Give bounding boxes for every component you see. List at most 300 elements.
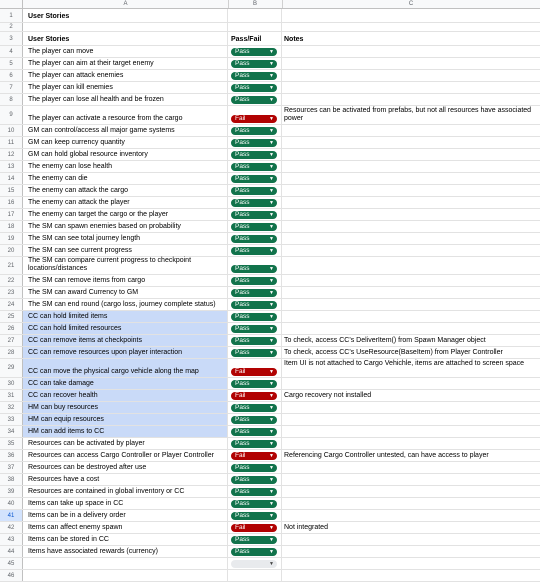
status-dropdown-chip[interactable] — [231, 464, 277, 472]
table-row — [0, 486, 540, 498]
user-story-cell[interactable] — [23, 221, 228, 232]
status-dropdown-chip[interactable] — [231, 440, 277, 448]
sheet-title-cell[interactable] — [23, 9, 228, 22]
notes-cell[interactable] — [282, 486, 540, 497]
notes-cell[interactable] — [282, 94, 540, 105]
table-row — [0, 402, 540, 414]
row-number[interactable]: 4 — [0, 46, 23, 57]
status-dropdown-chip[interactable] — [231, 404, 277, 412]
chevron-down-icon: ▼ — [269, 61, 274, 67]
pass-fail-cell[interactable] — [228, 221, 282, 232]
table-row — [0, 106, 540, 125]
row-number[interactable]: 18 — [0, 221, 23, 232]
row-number[interactable]: 8 — [0, 94, 23, 105]
row-number[interactable]: 32 — [0, 402, 23, 413]
row-number[interactable]: 28 — [0, 347, 23, 358]
user-story-cell[interactable] — [23, 106, 228, 124]
pass-fail-cell[interactable] — [228, 378, 282, 389]
chevron-down-icon: ▼ — [269, 525, 274, 531]
pass-fail-cell[interactable] — [228, 197, 282, 208]
notes-cell[interactable] — [282, 558, 540, 569]
pass-fail-cell[interactable] — [228, 311, 282, 322]
row-number[interactable]: 33 — [0, 414, 23, 425]
table-row — [0, 450, 540, 462]
status-dropdown-chip[interactable] — [231, 428, 277, 436]
chevron-down-icon: ▼ — [269, 465, 274, 471]
pass-fail-cell[interactable] — [228, 58, 282, 69]
user-story-cell[interactable] — [23, 426, 228, 437]
notes-cell[interactable] — [282, 438, 540, 449]
chevron-down-icon: ▼ — [269, 248, 274, 254]
status-label: Fail — [235, 368, 246, 375]
row-number[interactable]: 10 — [0, 125, 23, 136]
user-story-cell[interactable] — [23, 185, 228, 196]
row-number[interactable]: 23 — [0, 287, 23, 298]
row-number[interactable]: 34 — [0, 426, 23, 437]
pass-fail-cell[interactable] — [228, 149, 282, 160]
user-story-text: Resources can be destroyed after use — [28, 464, 147, 471]
pass-fail-cell[interactable] — [228, 359, 282, 377]
row-number[interactable]: 26 — [0, 323, 23, 334]
column-b-header[interactable]: B — [228, 0, 283, 8]
user-story-cell[interactable] — [23, 94, 228, 105]
user-story-text: The player can kill enemies — [28, 84, 113, 91]
user-story-text: The enemy can attack the cargo — [28, 187, 128, 194]
status-dropdown-chip[interactable] — [231, 96, 277, 104]
user-story-text: The player can attack enemies — [28, 72, 124, 79]
pass-fail-cell[interactable] — [228, 245, 282, 256]
notes-cell[interactable] — [282, 245, 540, 256]
notes-cell[interactable] — [282, 335, 540, 346]
user-story-cell[interactable] — [23, 58, 228, 69]
status-label: Pass — [235, 211, 250, 218]
notes-cell[interactable] — [282, 522, 540, 533]
user-story-cell[interactable] — [23, 378, 228, 389]
row-number[interactable]: 38 — [0, 474, 23, 485]
user-story-cell[interactable] — [23, 522, 228, 533]
notes-cell[interactable] — [282, 149, 540, 160]
pass-fail-cell[interactable] — [228, 287, 282, 298]
user-story-text: GM can hold global resource inventory — [28, 151, 148, 158]
status-dropdown-chip[interactable] — [231, 265, 277, 273]
user-story-cell[interactable] — [23, 438, 228, 449]
user-story-cell[interactable] — [23, 209, 228, 220]
notes-cell[interactable] — [282, 534, 540, 545]
status-dropdown-chip[interactable] — [231, 313, 277, 321]
pass-fail-cell[interactable] — [228, 450, 282, 461]
status-dropdown-chip[interactable] — [231, 211, 277, 219]
notes-cell[interactable] — [282, 125, 540, 136]
pass-fail-cell[interactable] — [228, 46, 282, 57]
user-story-text: Items can be stored in CC — [28, 536, 109, 543]
row-number[interactable]: 44 — [0, 546, 23, 557]
pass-fail-cell[interactable] — [228, 522, 282, 533]
status-dropdown-chip[interactable] — [231, 247, 277, 255]
status-dropdown-chip[interactable] — [231, 223, 277, 231]
user-story-cell[interactable] — [23, 137, 228, 148]
notes-cell[interactable] — [282, 209, 540, 220]
pass-fail-cell[interactable] — [228, 534, 282, 545]
pass-fail-cell[interactable] — [228, 474, 282, 485]
user-story-cell[interactable] — [23, 486, 228, 497]
user-story-text: CC can take damage — [28, 380, 94, 387]
column-a-header[interactable]: A — [23, 0, 229, 8]
row-number[interactable]: 43 — [0, 534, 23, 545]
notes-text: To check, access CC's UseResource(BaseItem) from Player Controller — [284, 349, 503, 356]
user-story-cell[interactable] — [23, 510, 228, 521]
notes-cell[interactable] — [282, 390, 540, 401]
cell-a[interactable] — [23, 23, 228, 31]
pass-fail-cell[interactable] — [228, 137, 282, 148]
pass-fail-cell[interactable] — [228, 558, 282, 569]
user-story-cell[interactable] — [23, 299, 228, 310]
table-row — [0, 426, 540, 438]
table-row — [0, 161, 540, 173]
status-label: Pass — [235, 265, 250, 272]
row-number[interactable]: 42 — [0, 522, 23, 533]
notes-cell[interactable] — [282, 70, 540, 81]
status-dropdown-chip[interactable] — [231, 392, 277, 400]
chevron-down-icon: ▼ — [269, 188, 274, 194]
status-dropdown-chip[interactable] — [231, 235, 277, 243]
notes-cell[interactable] — [282, 323, 540, 334]
pass-fail-cell[interactable] — [228, 426, 282, 437]
status-label: Pass — [235, 84, 250, 91]
status-label: Pass — [235, 536, 250, 543]
row-number[interactable]: 13 — [0, 161, 23, 172]
header-cell-user-stories[interactable] — [23, 32, 228, 45]
status-dropdown-chip[interactable] — [231, 60, 277, 68]
chevron-down-icon: ▼ — [269, 537, 274, 543]
user-story-text: The player can activate a resource from the cargo — [28, 115, 183, 122]
status-dropdown-chip[interactable] — [231, 151, 277, 159]
row-number[interactable]: 24 — [0, 299, 23, 310]
row-number[interactable]: 45 — [0, 558, 23, 569]
status-label: Fail — [235, 524, 246, 531]
status-dropdown-chip[interactable] — [231, 127, 277, 135]
user-story-cell[interactable] — [23, 197, 228, 208]
user-story-text: The SM can compare current progress to checkpoint locations/distances — [28, 257, 192, 272]
row-number[interactable]: 14 — [0, 173, 23, 184]
notes-cell[interactable] — [282, 257, 540, 274]
user-story-cell[interactable] — [23, 402, 228, 413]
row-number[interactable]: 5 — [0, 58, 23, 69]
status-dropdown-chip[interactable] — [231, 416, 277, 424]
chevron-down-icon: ▼ — [269, 164, 274, 170]
notes-cell[interactable] — [282, 402, 540, 413]
status-dropdown-chip[interactable] — [231, 380, 277, 388]
table-row — [0, 137, 540, 149]
status-label: Pass — [235, 349, 250, 356]
pass-fail-cell[interactable] — [228, 414, 282, 425]
notes-cell[interactable] — [282, 462, 540, 473]
row-number[interactable]: 22 — [0, 275, 23, 286]
user-story-cell[interactable] — [23, 70, 228, 81]
user-story-cell[interactable] — [23, 125, 228, 136]
pass-fail-cell[interactable] — [228, 275, 282, 286]
row-number[interactable]: 20 — [0, 245, 23, 256]
status-label: Pass — [235, 500, 250, 507]
status-dropdown-chip[interactable] — [231, 368, 277, 376]
user-story-cell[interactable] — [23, 275, 228, 286]
chevron-down-icon: ▼ — [269, 266, 274, 272]
status-dropdown-chip[interactable] — [231, 301, 277, 309]
status-label: Pass — [235, 199, 250, 206]
user-story-cell[interactable] — [23, 257, 228, 274]
status-label: Pass — [235, 289, 250, 296]
cell-b[interactable] — [228, 23, 282, 31]
row-number[interactable]: 21 — [0, 257, 23, 274]
notes-cell[interactable] — [282, 546, 540, 557]
table-row — [0, 414, 540, 426]
row-number[interactable]: 15 — [0, 185, 23, 196]
notes-cell[interactable] — [282, 570, 540, 581]
notes-cell[interactable] — [282, 58, 540, 69]
pass-fail-cell[interactable] — [228, 209, 282, 220]
pass-fail-cell[interactable] — [228, 94, 282, 105]
table-row — [0, 94, 540, 106]
row-number[interactable]: 17 — [0, 209, 23, 220]
notes-cell[interactable] — [282, 299, 540, 310]
cell-c[interactable] — [282, 23, 540, 31]
status-label: Pass — [235, 277, 250, 284]
row-number[interactable]: 7 — [0, 82, 23, 93]
status-dropdown-chip[interactable] — [231, 48, 277, 56]
status-dropdown-chip[interactable] — [231, 289, 277, 297]
pass-fail-cell[interactable] — [228, 402, 282, 413]
user-story-cell[interactable] — [23, 233, 228, 244]
pass-fail-cell[interactable] — [228, 570, 282, 581]
status-dropdown-chip[interactable] — [231, 548, 277, 556]
user-story-text: HM can add items to CC — [28, 428, 105, 435]
status-dropdown-chip[interactable] — [231, 500, 277, 508]
pass-fail-cell[interactable] — [228, 185, 282, 196]
pass-fail-cell[interactable] — [228, 173, 282, 184]
row-number[interactable]: 16 — [0, 197, 23, 208]
column-header-bar — [0, 0, 540, 9]
pass-fail-cell[interactable] — [228, 299, 282, 310]
row-number[interactable]: 1 — [0, 9, 23, 22]
user-story-cell[interactable] — [23, 462, 228, 473]
user-story-cell[interactable] — [23, 558, 228, 569]
user-story-cell[interactable] — [23, 546, 228, 557]
notes-cell[interactable] — [282, 173, 540, 184]
status-dropdown-chip[interactable] — [231, 72, 277, 80]
user-story-text: The enemy can attack the player — [28, 199, 130, 206]
user-story-cell[interactable] — [23, 245, 228, 256]
select-all-corner[interactable] — [0, 0, 23, 8]
chevron-down-icon: ▼ — [269, 176, 274, 182]
notes-cell[interactable] — [282, 414, 540, 425]
status-label: Pass — [235, 301, 250, 308]
notes-cell[interactable] — [282, 233, 540, 244]
notes-cell[interactable] — [282, 82, 540, 93]
notes-cell[interactable] — [282, 311, 540, 322]
cell-b[interactable] — [228, 9, 282, 22]
notes-text: Resources can be activated from prefabs, but not all resources have associated power — [284, 107, 532, 122]
pass-fail-cell[interactable] — [228, 546, 282, 557]
pass-fail-cell[interactable] — [228, 486, 282, 497]
notes-cell[interactable] — [282, 510, 540, 521]
user-story-cell[interactable] — [23, 311, 228, 322]
pass-fail-cell[interactable] — [228, 82, 282, 93]
pass-fail-cell[interactable] — [228, 70, 282, 81]
user-story-cell[interactable] — [23, 335, 228, 346]
pass-fail-cell[interactable] — [228, 390, 282, 401]
status-dropdown-chip[interactable] — [231, 325, 277, 333]
table-row — [0, 257, 540, 275]
notes-cell[interactable] — [282, 197, 540, 208]
user-story-text: CC can hold limited resources — [28, 325, 122, 332]
pass-fail-cell[interactable] — [228, 438, 282, 449]
notes-cell[interactable] — [282, 378, 540, 389]
user-story-cell[interactable] — [23, 359, 228, 377]
notes-cell[interactable] — [282, 359, 540, 377]
pass-fail-cell[interactable] — [228, 125, 282, 136]
notes-cell[interactable] — [282, 185, 540, 196]
user-story-cell[interactable] — [23, 498, 228, 509]
notes-cell[interactable] — [282, 426, 540, 437]
status-dropdown-chip[interactable] — [231, 452, 277, 460]
row-number[interactable]: 31 — [0, 390, 23, 401]
pass-fail-cell[interactable] — [228, 106, 282, 124]
status-dropdown-chip[interactable] — [231, 187, 277, 195]
notes-cell[interactable] — [282, 275, 540, 286]
status-label: Pass — [235, 163, 250, 170]
chevron-down-icon: ▼ — [269, 302, 274, 308]
table-row — [0, 82, 540, 94]
status-dropdown-chip[interactable] — [231, 115, 277, 123]
row-number[interactable]: 41 — [0, 510, 23, 521]
row-number[interactable]: 37 — [0, 462, 23, 473]
pass-fail-cell[interactable] — [228, 510, 282, 521]
notes-cell[interactable] — [282, 137, 540, 148]
row-number[interactable]: 12 — [0, 149, 23, 160]
pass-fail-cell[interactable] — [228, 498, 282, 509]
notes-text: To check, access CC's DeliverItem() from Spawn Manager object — [284, 337, 486, 344]
status-dropdown-chip[interactable] — [231, 536, 277, 544]
user-story-cell[interactable] — [23, 534, 228, 545]
column-c-header[interactable]: C — [408, 1, 414, 7]
row-number[interactable]: 36 — [0, 450, 23, 461]
user-story-cell[interactable] — [23, 390, 228, 401]
chevron-down-icon: ▼ — [269, 477, 274, 483]
row-number[interactable]: 6 — [0, 70, 23, 81]
user-story-text: GM can control/access all major game systems — [28, 127, 175, 134]
pass-fail-cell[interactable] — [228, 347, 282, 358]
user-story-text: Items have associated rewards (currency) — [28, 548, 158, 555]
status-dropdown-chip[interactable] — [231, 476, 277, 484]
user-story-cell[interactable] — [23, 173, 228, 184]
row-number[interactable]: 9 — [0, 106, 23, 124]
row-number[interactable]: 29 — [0, 359, 23, 377]
user-story-cell[interactable] — [23, 450, 228, 461]
notes-cell[interactable] — [282, 161, 540, 172]
chevron-down-icon: ▼ — [269, 549, 274, 555]
notes-cell[interactable] — [282, 450, 540, 461]
row-number[interactable]: 46 — [0, 570, 23, 581]
row-number[interactable]: 27 — [0, 335, 23, 346]
pass-fail-cell[interactable] — [228, 233, 282, 244]
user-story-text: CC can move the physical cargo vehicle along the map — [28, 368, 199, 375]
row-number[interactable]: 30 — [0, 378, 23, 389]
cell-c[interactable] — [282, 9, 540, 22]
user-story-cell[interactable] — [23, 323, 228, 334]
sheet-row — [0, 32, 540, 46]
status-dropdown-chip[interactable] — [231, 84, 277, 92]
row-number[interactable]: 11 — [0, 137, 23, 148]
pass-fail-cell[interactable] — [228, 257, 282, 274]
status-dropdown-chip[interactable] — [231, 199, 277, 207]
status-dropdown-chip[interactable] — [231, 337, 277, 345]
header-cell-pass-fail[interactable] — [228, 32, 282, 45]
row-number[interactable]: 3 — [0, 32, 23, 45]
chevron-down-icon: ▼ — [269, 212, 274, 218]
row-number[interactable]: 25 — [0, 311, 23, 322]
table-row — [0, 558, 540, 570]
user-story-cell[interactable] — [23, 474, 228, 485]
status-dropdown-chip[interactable] — [231, 277, 277, 285]
pass-fail-cell[interactable] — [228, 161, 282, 172]
row-number[interactable]: 2 — [0, 23, 23, 31]
table-row — [0, 390, 540, 402]
row-number[interactable]: 40 — [0, 498, 23, 509]
header-cell-notes[interactable] — [282, 32, 540, 45]
row-number[interactable]: 39 — [0, 486, 23, 497]
status-dropdown-chip[interactable] — [231, 512, 277, 520]
user-story-text: The SM can see total journey length — [28, 235, 141, 242]
user-story-cell[interactable] — [23, 287, 228, 298]
status-dropdown-chip[interactable] — [231, 175, 277, 183]
notes-cell[interactable] — [282, 46, 540, 57]
pass-fail-cell[interactable] — [228, 335, 282, 346]
user-story-text: The SM can see current progress — [28, 247, 132, 254]
chevron-down-icon: ▼ — [269, 381, 274, 387]
status-dropdown-chip[interactable] — [231, 560, 277, 568]
pass-fail-cell[interactable] — [228, 323, 282, 334]
user-story-text: The SM can award Currency to GM — [28, 289, 139, 296]
user-story-cell[interactable] — [23, 414, 228, 425]
notes-cell[interactable] — [282, 106, 540, 124]
table-row — [0, 185, 540, 197]
user-story-cell[interactable] — [23, 46, 228, 57]
status-dropdown-chip[interactable] — [231, 349, 277, 357]
status-label: Pass — [235, 404, 250, 411]
user-story-cell[interactable] — [23, 347, 228, 358]
user-story-text: The SM can end round (cargo loss, journey complete status) — [28, 301, 216, 308]
user-story-cell[interactable] — [23, 82, 228, 93]
user-story-cell[interactable] — [23, 149, 228, 160]
user-story-cell[interactable] — [23, 161, 228, 172]
status-dropdown-chip[interactable] — [231, 524, 277, 532]
user-story-cell[interactable] — [23, 570, 228, 581]
status-dropdown-chip[interactable] — [231, 488, 277, 496]
chevron-down-icon: ▼ — [269, 128, 274, 134]
chevron-down-icon: ▼ — [269, 453, 274, 459]
notes-cell[interactable] — [282, 474, 540, 485]
notes-cell[interactable] — [282, 498, 540, 509]
status-dropdown-chip[interactable] — [231, 163, 277, 171]
chevron-down-icon: ▼ — [269, 350, 274, 356]
row-number[interactable]: 19 — [0, 233, 23, 244]
user-story-text: CC can recover health — [28, 392, 98, 399]
notes-cell[interactable] — [282, 287, 540, 298]
row-number[interactable]: 35 — [0, 438, 23, 449]
status-dropdown-chip[interactable] — [231, 139, 277, 147]
notes-cell[interactable] — [282, 347, 540, 358]
notes-cell[interactable] — [282, 221, 540, 232]
pass-fail-cell[interactable] — [228, 462, 282, 473]
